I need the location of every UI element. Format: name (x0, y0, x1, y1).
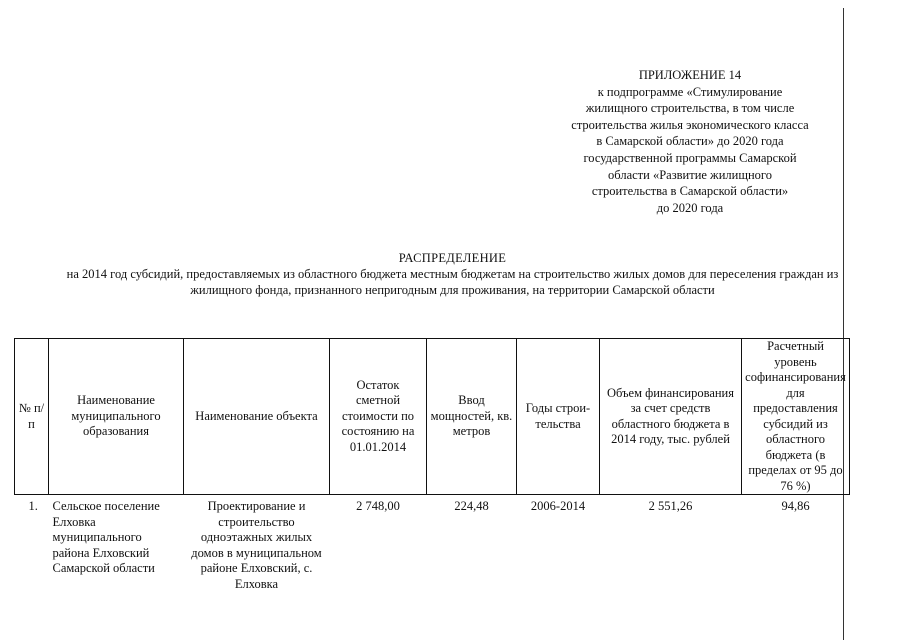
document-title: РАСПРЕДЕЛЕНИЕ (398, 251, 507, 265)
cell-cofinancing: 94,86 (781, 499, 810, 513)
appendix-block (560, 67, 820, 216)
appendix-line: ПРИЛОЖЕНИЕ 14 (638, 68, 742, 82)
cell-funding: 2 551,26 (648, 499, 693, 513)
cell-capacity: 224,48 (454, 499, 489, 513)
table-header-row (15, 339, 850, 495)
header-object: Наименование объекта (184, 339, 330, 495)
appendix-line: государственной программы Самарской (583, 150, 797, 165)
header-funding: Объем финансирования за счет средств областного бюджета в 2014 году, тыс. рублей (600, 339, 742, 495)
appendix-line: строительства в Самарской области» (591, 184, 789, 199)
appendix-line: до 2020 года (656, 200, 724, 215)
document-description (0, 266, 905, 298)
header-cofinancing: Расчетный уровень софинансирования для предоставления субсидий из областного бюджета (в пределах от 95 до 76 %) (742, 339, 850, 495)
table-row (15, 495, 850, 624)
cell-object: Проектирование и строительство одноэтажных жилых домов в муниципальном районе Елховский, с. Елховка (191, 499, 322, 591)
header-number: № п/п (15, 339, 49, 495)
appendix-line: области «Развитие жилищного (608, 167, 772, 182)
appendix-line: жилищного строительства, в том числе (585, 101, 795, 116)
cell-number: 1. (28, 499, 38, 513)
cell-years: 2006-2014 (530, 499, 586, 513)
cell-municipality: Сельское поселение Елховка муниципального района Елховский Самарской области (52, 499, 160, 575)
description-line: жилищного фонда, признанного непригодным для проживания, на территории Самарской области (190, 283, 715, 297)
header-years: Годы строи-тельства (517, 339, 600, 495)
distribution-table (14, 338, 850, 623)
appendix-line: строительства жилья экономического класса (571, 117, 809, 132)
description-line: на 2014 год субсидий, предоставляемых из областного бюджета местным бюджетам на строительство жилых домов для переселения граждан из (66, 267, 839, 281)
header-municipality: Наименование муниципального образования (49, 339, 184, 495)
appendix-line: к подпрограмме «Стимулирование (597, 84, 783, 99)
header-capacity: Ввод мощностей, кв. метров (427, 339, 517, 495)
appendix-line: в Самарской области» до 2020 года (596, 134, 784, 149)
header-remaining-cost: Остаток сметной стоимости по состоянию на 01.01.2014 (330, 339, 427, 495)
cell-remaining-cost: 2 748,00 (356, 499, 400, 513)
